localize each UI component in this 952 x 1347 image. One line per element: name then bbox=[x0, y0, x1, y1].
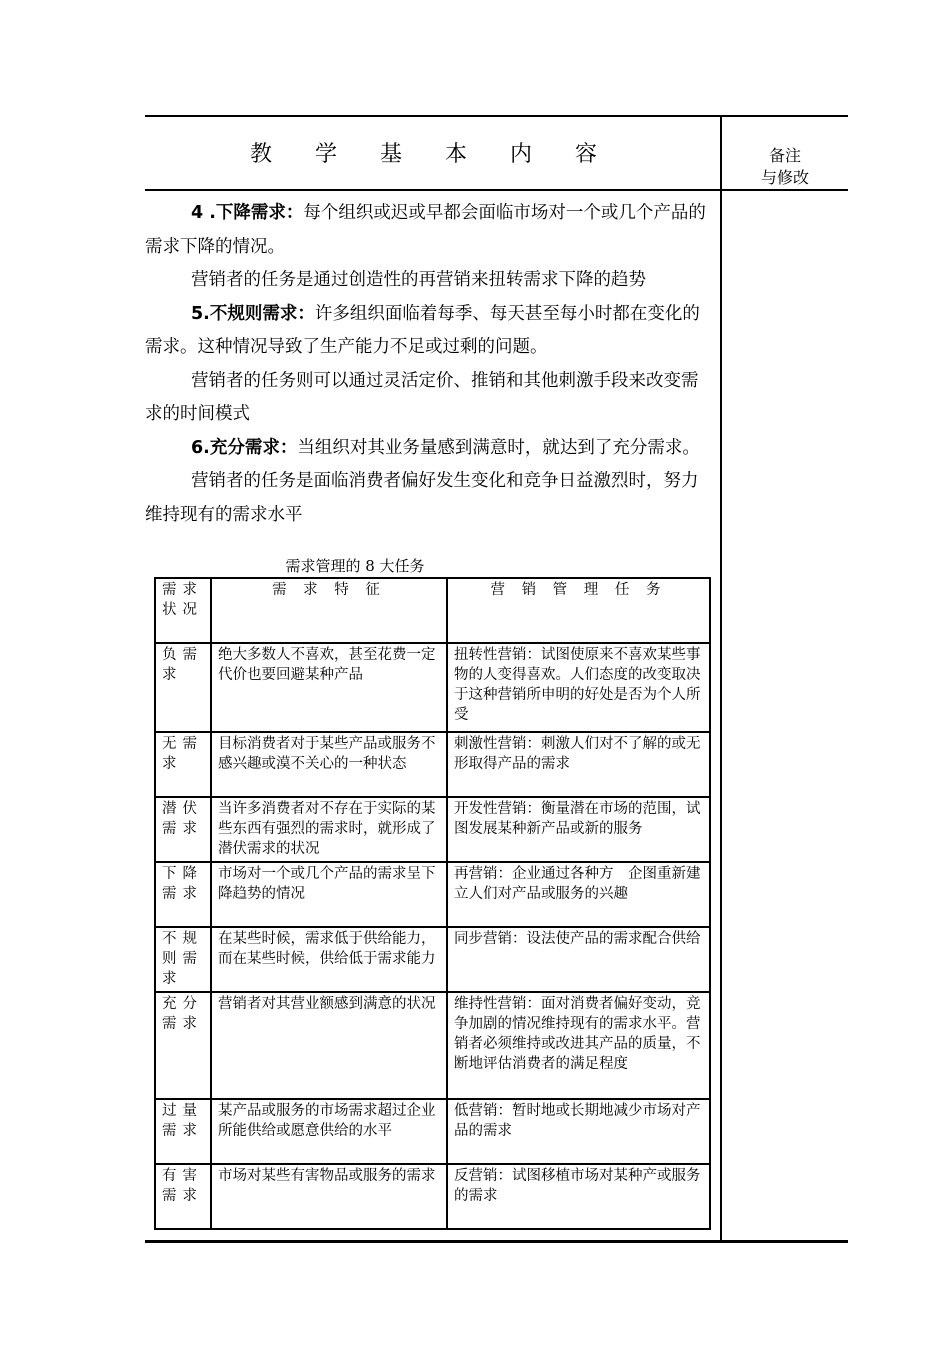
definition-full-demand: 当组织对其业务量感到满意时，就达到了充分需求。 bbox=[297, 437, 700, 458]
row-status: 负需求 bbox=[155, 643, 211, 732]
table-row bbox=[155, 927, 710, 992]
demand-management-table bbox=[154, 577, 715, 1230]
paragraph-irregular-task: 营销者的任务则可以通过灵活定价、推销和其他刺激手段来改变需求的时间模式 bbox=[145, 370, 699, 424]
paragraph-declining-task: 营销者的任务是通过创造性的再营销来扭转需求下降的趋势 bbox=[191, 270, 646, 290]
paragraph-full-task: 营销者的任务是面临消费者偏好发生变化和竞争日益激烈时，努力维持现有的需求水平 bbox=[145, 471, 699, 525]
lesson-body-text bbox=[145, 197, 715, 532]
definition-irregular-demand: 许多组织面临着每季、每天甚至每小时都在变化的需求。这种情况导致了生产能力不足或过剩的问题。 bbox=[145, 303, 700, 357]
header-rule bbox=[145, 189, 848, 191]
row-feature: 目标消费者对于某些产品或服务不感兴趣或漠不关心的一种状态 bbox=[211, 732, 447, 797]
table-row bbox=[155, 1099, 710, 1164]
row-status: 无需求 bbox=[155, 732, 211, 797]
row-feature: 在某些时候，需求低于供给能力，而在某些时候，供给低于需求能力 bbox=[211, 927, 447, 992]
row-status: 下降需求 bbox=[155, 862, 211, 927]
row-feature: 营销者对其营业额感到满意的状况 bbox=[211, 992, 447, 1099]
row-task: 再营销：企业通过各种方 企图重新建立人们对产品或服务的兴趣 bbox=[447, 862, 710, 927]
table-row bbox=[155, 862, 710, 927]
notes-header-line1: 备注 bbox=[768, 146, 801, 165]
notes-column-header bbox=[722, 145, 848, 189]
row-status: 充分需求 bbox=[155, 992, 211, 1099]
row-feature: 当许多消费者对不存在于实际的某些东西有强烈的需求时，就形成了潜伏需求的状况 bbox=[211, 797, 447, 862]
column-header-feature: 需 求 特 征 bbox=[211, 578, 447, 643]
definition-declining-demand: 每个组织或迟或早都会面临市场对一个或几个产品的需求下降的情况。 bbox=[145, 203, 706, 257]
row-task: 维持性营销：面对消费者偏好变动，竞争加剧的情况维持现有的需求水平。营销者必须维持或改进其产品的质量，不断地评估消费者的满足程度 bbox=[447, 992, 710, 1099]
paragraph-irregular-demand bbox=[145, 298, 715, 365]
lesson-page-frame bbox=[145, 115, 848, 1242]
row-feature: 市场对一个或几个产品的需求呈下降趋势的情况 bbox=[211, 862, 447, 927]
table-caption: 需求管理的 8 大任务 bbox=[285, 557, 425, 575]
notes-header-line2: 与修改 bbox=[760, 168, 809, 187]
row-task: 同步营销：设法使产品的需求配合供给 bbox=[447, 927, 710, 992]
row-status: 过量需求 bbox=[155, 1099, 211, 1164]
row-status: 有害需求 bbox=[155, 1164, 211, 1229]
table-row bbox=[155, 1164, 710, 1229]
row-feature: 某产品或服务的市场需求超过企业所能供给或愿意供给的水平 bbox=[211, 1099, 447, 1164]
table-header-row bbox=[155, 578, 710, 643]
row-feature: 绝大多数人不喜欢，甚至花费一定代价也要回避某种产品 bbox=[211, 643, 447, 732]
row-status: 不规则需求 bbox=[155, 927, 211, 992]
column-header-status: 需求状况 bbox=[155, 578, 211, 643]
term-declining-demand: 4 .下降需求： bbox=[191, 203, 304, 223]
notes-column-divider bbox=[720, 115, 722, 1242]
term-full-demand: 6.充分需求： bbox=[191, 437, 298, 458]
paragraph-declining-demand bbox=[145, 197, 715, 264]
row-task: 扭转性营销：试图使原来不喜欢某些事物的人变得喜欢。人们态度的改变取决于这种营销所申明的好处是否为个人所 受 bbox=[447, 643, 710, 732]
paragraph-full-demand bbox=[145, 432, 715, 466]
row-feature: 市场对某些有害物品或服务的需求 bbox=[211, 1164, 447, 1229]
bottom-rule bbox=[145, 1240, 848, 1243]
row-status: 潜伏需求 bbox=[155, 797, 211, 862]
table-row bbox=[155, 643, 710, 732]
column-header-task: 营 销 管 理 任 务 bbox=[447, 578, 710, 643]
row-task: 刺激性营销：刺激人们对不了解的或无形取得产品的需求 bbox=[447, 732, 710, 797]
table-row bbox=[155, 797, 710, 862]
table-row bbox=[155, 992, 710, 1099]
row-task: 反营销：试图移植市场对某种产或服务的需求 bbox=[447, 1164, 710, 1229]
top-rule bbox=[145, 115, 848, 117]
row-task: 低营销：暂时地或长期地减少市场对产品的需求 bbox=[447, 1099, 710, 1164]
content-header-title: 教 学 基 本 内 容 bbox=[250, 142, 615, 167]
term-irregular-demand: 5.不规则需求： bbox=[191, 303, 315, 324]
row-task: 开发性营销：衡量潜在市场的范围，试图发展某种新产品或新的服务 bbox=[447, 797, 710, 862]
table-row bbox=[155, 732, 710, 797]
